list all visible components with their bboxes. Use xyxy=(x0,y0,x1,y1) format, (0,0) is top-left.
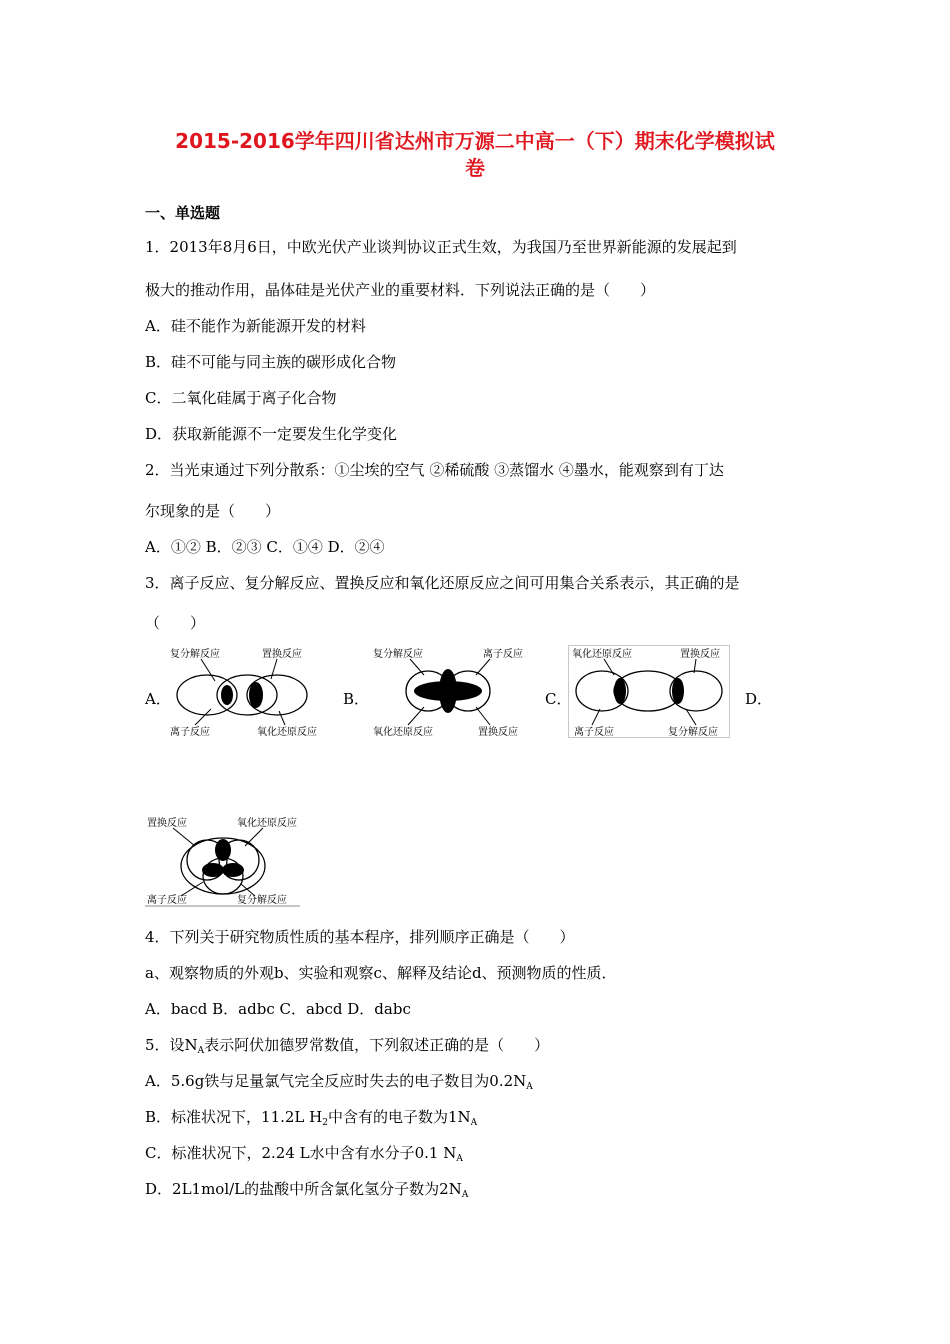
q3-option-a-label: A． xyxy=(145,690,171,708)
fig-d-label-top-left: 置换反应 xyxy=(147,818,187,829)
q2-stem-line2: 尔现象的是（ ） xyxy=(145,502,281,520)
q5-a-text: A．5.6g铁与足量氯气完全反应时失去的电子数目为0.2N xyxy=(145,1072,527,1090)
fig-d-label-bottom-left: 离子反应 xyxy=(147,895,187,906)
q3-figure-b xyxy=(368,645,523,738)
q5-d-sub: A xyxy=(461,1190,469,1200)
q5-d-text: D．2L1mol/L的盐酸中所含氯化氢分子数为2N xyxy=(145,1180,462,1198)
fig-a-label-top-left: 复分解反应 xyxy=(170,649,220,660)
q1-option-b: B．硅不可能与同主族的碳形成化合物 xyxy=(145,353,397,371)
q1-stem-line1: 1．2013年8月6日，中欧光伏产业谈判协议正式生效，为我国乃至世界新能源的发展起到 xyxy=(145,238,737,256)
q1-option-c: C．二氧化硅属于离子化合物 xyxy=(145,389,337,407)
fig-a-label-bottom-right: 氧化还原反应 xyxy=(257,727,317,738)
fig-b-label-top-left: 复分解反应 xyxy=(373,649,423,660)
q5-b-sub1: 2 xyxy=(322,1118,328,1128)
fig-a-label-bottom-left: 离子反应 xyxy=(170,727,210,738)
fig-c-label-top-left: 氧化还原反应 xyxy=(572,649,632,660)
q5-b-text-2: 中含有的电子数为1N xyxy=(327,1108,471,1126)
q3-option-c-label: C． xyxy=(545,690,572,708)
q1-stem-line2: 极大的推动作用，晶体硅是光伏产业的重要材料．下列说法正确的是（ ） xyxy=(145,281,656,299)
q5-stem xyxy=(145,1034,549,1056)
fig-b-label-bottom-right: 置换反应 xyxy=(478,727,518,738)
section-heading: 一、单选题 xyxy=(145,204,221,222)
q5-a-sub: A xyxy=(526,1082,533,1092)
q5-option-a xyxy=(145,1070,533,1092)
q5-b-sub2: A xyxy=(470,1118,478,1128)
q5-option-d xyxy=(145,1178,468,1200)
q3-stem-line1: 3．离子反应、复分解反应、置换反应和氧化还原反应之间可用集合关系表示，其正确的是 xyxy=(145,574,740,592)
q4-options: A．bacd B．adbc C．abcd D．dabc xyxy=(145,1000,411,1018)
q2-stem-line1: 2．当光束通过下列分散系：①尘埃的空气 ②稀硫酸 ③蒸馏水 ④墨水，能观察到有丁达 xyxy=(145,461,724,479)
q5-stem-sub: A xyxy=(197,1046,205,1056)
q3-option-b-label: B． xyxy=(343,690,370,708)
q1-option-a: A．硅不能作为新能源开发的材料 xyxy=(145,317,366,335)
q5-option-c xyxy=(145,1142,463,1164)
q2-options: A．①② B．②③ C．①④ D．②④ xyxy=(145,538,385,556)
q3-stem-line2: （ ） xyxy=(145,614,206,632)
fig-c-label-bottom-right: 复分解反应 xyxy=(668,727,718,738)
q1-option-d: D．获取新能源不一定要发生化学变化 xyxy=(145,425,398,443)
exam-title-line2: 卷 xyxy=(465,156,485,180)
fig-b-label-top-right: 离子反应 xyxy=(483,649,523,660)
q4-stem-line2: a、观察物质的外观b、实验和观察c、解释及结论d、预测物质的性质． xyxy=(145,964,617,982)
q5-c-sub: A xyxy=(456,1154,463,1164)
fig-d-label-bottom-right: 复分解反应 xyxy=(237,895,287,906)
q3-figure-c xyxy=(568,645,730,738)
q3-figure-d xyxy=(145,814,300,907)
q5-c-text: C．标准状况下，2.24 L水中含有水分子0.1 N xyxy=(145,1144,457,1162)
fig-c-label-bottom-left: 离子反应 xyxy=(574,727,614,738)
fig-a-label-top-right: 置换反应 xyxy=(262,649,302,660)
fig-c-label-top-right: 置换反应 xyxy=(680,649,720,660)
q3-figure-a xyxy=(165,645,320,738)
q3-option-d-label: D． xyxy=(745,690,773,708)
q5-option-b xyxy=(145,1106,477,1128)
q5-stem-text-2: 表示阿伏加德罗常数值，下列叙述正确的是（ ） xyxy=(204,1036,550,1054)
q5-stem-text: 5．设N xyxy=(145,1036,198,1054)
q4-stem-line1: 4．下列关于研究物质性质的基本程序，排列顺序正确是（ ） xyxy=(145,928,575,946)
q5-b-text: B．标准状况下，11.2L H xyxy=(145,1108,323,1126)
exam-title-line1: 2015-2016学年四川省达州市万源二中高一（下）期末化学模拟试 xyxy=(175,129,775,153)
fig-b-label-bottom-left: 氧化还原反应 xyxy=(373,727,433,738)
fig-d-label-top-right: 氧化还原反应 xyxy=(237,818,297,829)
